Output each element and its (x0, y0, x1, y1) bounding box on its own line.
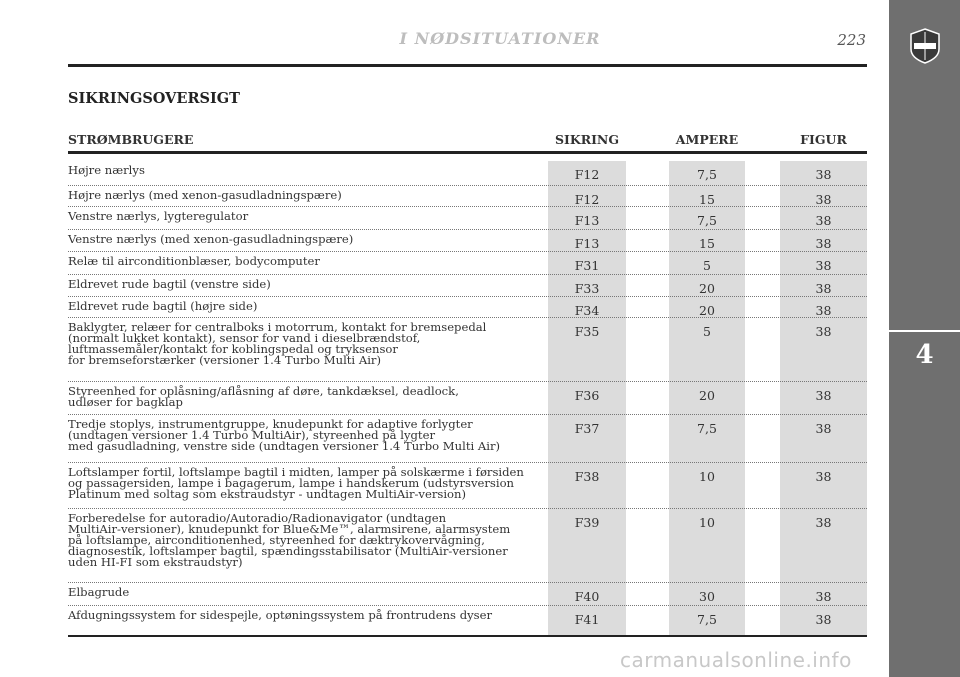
consumer-description: Afdugningssystem for sidespejle, optøningssystem på frontrudens dyser (68, 608, 493, 622)
figure-cell: 38 (815, 388, 832, 403)
fuse-cell: F33 (574, 281, 600, 296)
ampere-cell: 15 (699, 192, 715, 207)
fuse-cell: F36 (574, 388, 600, 403)
header-ampere: AMPERE (675, 132, 739, 147)
fuse-cell: F38 (574, 469, 600, 484)
consumer-description: Tredje stoplys, instrumentgruppe, knudepunkt for adaptive forlygter (undtagen versioner 1.4 Turbo MultiAir), styreenhed på lygter med gasudladning, venstre side (undtagen versioner 1.4 Turbo Multi Air) (68, 417, 501, 453)
ampere-cell: 10 (699, 469, 715, 484)
fuse-cell: F12 (574, 167, 600, 182)
figure-cell: 38 (815, 589, 832, 604)
consumer-description: Elbagrude (68, 585, 130, 599)
consumer-description: Loftslamper fortil, loftslampe bagtil i midten, lamper på solskærme i førsiden og passagersiden, lampe i bagagerum, lampe i handskerum (udstyrsversion Platinum med soltag som ekstraudstyr - undtagen MultiAir-version) (68, 465, 524, 501)
table-row (68, 509, 867, 583)
consumer-description: Styreenhed for oplåsning/aflåsning af døre, tankdæksel, deadlock, udløser for bagklap (68, 384, 459, 409)
ampere-cell: 30 (699, 589, 715, 604)
table-row (68, 230, 867, 252)
ampere-cell: 15 (699, 236, 715, 251)
ampere-cell: 20 (699, 281, 715, 296)
consumer-description: Relæ til airconditionblæser, bodycomputer (68, 254, 320, 268)
figure-cell: 38 (815, 515, 832, 530)
figure-cell: 38 (815, 612, 832, 627)
table-row (68, 382, 867, 415)
fuse-cell: F41 (574, 612, 600, 627)
ampere-cell: 20 (699, 388, 715, 403)
consumer-description: Forberedelse for autoradio/Autoradio/Radionavigator (undtagen MultiAir-versioner), knudepunkt for Blue&Me™, alarmsirene, alarmsystem på loftslampe, airconditionenhed, styreenhed for dæktrykovervågning, diagnosestik, loftslamper bagtil, spændingsstabilisator (MultiAir-versioner uden HI-FI som ekstraudstyr) (68, 511, 511, 569)
table-row (68, 606, 867, 635)
fuse-cell: F35 (574, 324, 600, 339)
section-title: SIKRINGSOVERSIGT (68, 90, 240, 107)
figure-cell: 38 (815, 469, 832, 484)
table-bottom-rule (68, 635, 867, 637)
table-row (68, 463, 867, 509)
consumer-description: Baklygter, relæer for centralboks i motorrum, kontakt for bremsepedal (normalt lukket kontakt), sensor for vand i dieselbrændstof, luftmassemåler/kontakt for koblingspedal og tryksensor for bremseforstærker (versioner 1.4 Turbo Multi Air) (68, 320, 487, 367)
table-row (68, 207, 867, 230)
page-number: 223 (837, 31, 866, 49)
ampere-cell: 7,5 (697, 612, 717, 627)
table-header-rule (68, 151, 867, 154)
fuse-cell: F31 (574, 258, 600, 273)
figure-cell: 38 (815, 324, 832, 339)
table-row (68, 415, 867, 463)
table-row (68, 275, 867, 297)
consumer-description: Venstre nærlys, lygteregulator (68, 209, 249, 223)
lancia-logo-icon (906, 27, 944, 65)
fuse-cell: F39 (574, 515, 600, 530)
table-row (68, 297, 867, 318)
figure-cell: 38 (815, 192, 832, 207)
header-fuse: SIKRING (554, 132, 620, 147)
header-consumer: STRØMBRUGERE (68, 132, 194, 147)
figure-cell: 38 (815, 258, 832, 273)
header-rule (68, 64, 867, 67)
ampere-cell: 20 (699, 303, 715, 318)
fuse-cell: F12 (574, 192, 600, 207)
figure-cell: 38 (815, 167, 832, 182)
fuse-cell: F34 (574, 303, 600, 318)
ampere-cell: 10 (699, 515, 715, 530)
fuse-cell: F13 (574, 213, 600, 228)
fuse-cell: F37 (574, 421, 600, 436)
table-row (68, 161, 867, 186)
ampere-cell: 7,5 (697, 421, 717, 436)
figure-cell: 38 (815, 421, 832, 436)
table-row (68, 583, 867, 606)
consumer-description: Højre nærlys (68, 163, 145, 177)
ampere-cell: 7,5 (697, 213, 717, 228)
consumer-description: Højre nærlys (med xenon-gasudladningspære) (68, 188, 342, 202)
watermark: carmanualsonline.info (620, 648, 852, 672)
ampere-cell: 5 (703, 324, 711, 339)
figure-cell: 38 (815, 213, 832, 228)
table-row (68, 252, 867, 275)
fuse-cell: F13 (574, 236, 600, 251)
consumer-description: Eldrevet rude bagtil (venstre side) (68, 277, 271, 291)
consumer-description: Eldrevet rude bagtil (højre side) (68, 299, 258, 313)
fuse-cell: F40 (574, 589, 600, 604)
ampere-cell: 7,5 (697, 167, 717, 182)
figure-cell: 38 (815, 303, 832, 318)
figure-cell: 38 (815, 236, 832, 251)
table-row (68, 318, 867, 382)
consumer-description: Venstre nærlys (med xenon-gasudladningspære) (68, 232, 354, 246)
figure-cell: 38 (815, 281, 832, 296)
chapter-side-tab (889, 0, 960, 677)
table-row (68, 186, 867, 207)
ampere-cell: 5 (703, 258, 711, 273)
side-tab-divider (889, 330, 960, 332)
header-figure: FIGUR (800, 132, 847, 147)
chapter-title: I NØDSITUATIONER (399, 29, 601, 48)
chapter-number: 4 (915, 340, 934, 370)
